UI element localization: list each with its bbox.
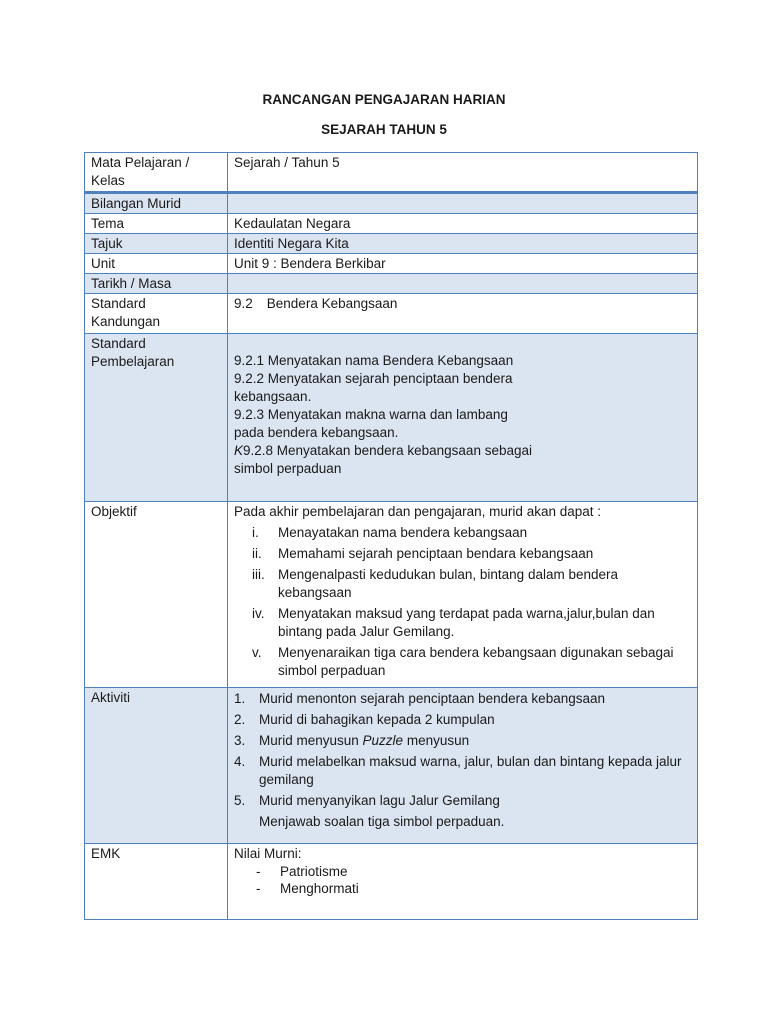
sp-line-1: 9.2.1 Menyatakan nama Bendera Kebangsaan [234, 353, 514, 368]
list-text: Murid menyanyikan lagu Jalur Gemilang [259, 793, 500, 808]
label-standard-kandungan-line1: Standard [91, 296, 146, 311]
value-standard-kandungan [228, 294, 698, 334]
list-item [234, 753, 691, 789]
list-item [234, 880, 691, 897]
sp-line-6-text: 9.2.8 Menyatakan bendera kebangsaan sebagai [243, 443, 532, 458]
value-tajuk: Identiti Negara Kita [228, 234, 698, 254]
label-standard-pembelajaran-line2: Pembelajaran [91, 354, 175, 369]
label-unit: Unit [85, 254, 228, 274]
label-standard-pembelajaran-line1: Standard [91, 336, 146, 351]
value-emk [228, 844, 698, 920]
sp-line-3: kebangsaan. [234, 389, 312, 404]
value-tema: Kedaulatan Negara [228, 214, 698, 234]
row-standard-kandungan [85, 294, 698, 334]
label-standard-pembelajaran [85, 334, 228, 502]
sp-line-6-prefix: K [234, 443, 244, 458]
list-item [234, 605, 691, 641]
list-marker: 4. [234, 754, 246, 769]
list-text: Menayatakan nama bendera kebangsaan [278, 525, 528, 540]
value-objektif [228, 502, 698, 688]
sp-line-6 [234, 442, 691, 460]
objektif-list [234, 524, 691, 680]
sp-line-5: pada bendera kebangsaan. [234, 425, 399, 440]
row-tema [85, 214, 698, 234]
value-mata-pelajaran: Sejarah / Tahun 5 [228, 153, 698, 193]
standard-kandungan-text: Bendera Kebangsaan [266, 296, 398, 311]
list-item [234, 863, 691, 880]
list-text: Murid menyusun Puzzle menyusun [259, 733, 470, 748]
document-subtitle: SEJARAH TAHUN 5 [321, 122, 447, 137]
list-text: Mengenalpasti kedudukan bulan, bintang dalam bendera kebangsaan [278, 567, 619, 600]
label-tajuk: Tajuk [85, 234, 228, 254]
list-item [234, 792, 691, 810]
label-tema: Tema [85, 214, 228, 234]
aktiviti-list [234, 690, 691, 810]
list-item [234, 711, 691, 729]
list-marker: iii. [252, 567, 265, 582]
list-text: Murid menonton sejarah penciptaan bendera kebangsaan [259, 691, 605, 706]
list-item [234, 566, 691, 602]
emk-list [234, 863, 691, 897]
row-aktiviti [85, 688, 698, 844]
list-marker: - [256, 881, 261, 896]
list-item [234, 690, 691, 708]
list-marker: i. [252, 525, 259, 540]
list-item [234, 545, 691, 563]
objektif-intro: Pada akhir pembelajaran dan pengajaran, murid akan dapat : [234, 504, 601, 519]
list-marker: ii. [252, 546, 262, 561]
row-tajuk [85, 234, 698, 254]
lesson-plan-table [84, 152, 698, 920]
list-text: Murid di bahagikan kepada 2 kumpulan [259, 712, 495, 727]
label-aktiviti: Aktiviti [85, 688, 228, 844]
value-aktiviti [228, 688, 698, 844]
list-text: Murid melabelkan maksud warna, jalur, bulan dan bintang kepada jalur gemilang [259, 754, 682, 787]
list-item [234, 524, 691, 542]
emk-heading: Nilai Murni: [234, 846, 302, 861]
sp-line-2: 9.2.2 Menyatakan sejarah penciptaan bendera [234, 371, 513, 386]
list-marker: iv. [252, 606, 265, 621]
label-standard-kandungan [85, 294, 228, 334]
sp-line-7: simbol perpaduan [234, 461, 342, 476]
list-text: Menghormati [280, 881, 359, 896]
row-standard-pembelajaran [85, 334, 698, 502]
standard-kandungan-code: 9.2 [234, 296, 253, 311]
row-bilangan-murid [85, 193, 698, 214]
list-item [234, 644, 691, 680]
list-text: Patriotisme [280, 864, 348, 879]
label-standard-kandungan-line2: Kandungan [91, 314, 161, 329]
row-tarikh [85, 274, 698, 294]
label-mata-pelajaran: Mata Pelajaran / Kelas [85, 153, 228, 193]
value-tarikh [228, 274, 698, 294]
value-bilangan-murid [228, 193, 698, 214]
list-marker: 1. [234, 691, 246, 706]
label-emk: EMK [85, 844, 228, 920]
list-text: Memahami sejarah penciptaan bendara kebangsaan [278, 546, 594, 561]
list-item [234, 732, 691, 750]
label-objektif: Objektif [85, 502, 228, 688]
label-tarikh: Tarikh / Masa [85, 274, 228, 294]
label-bilangan-murid: Bilangan Murid [85, 193, 228, 214]
list-marker: v. [252, 645, 262, 660]
row-mata-pelajaran [85, 153, 698, 193]
list-marker: 2. [234, 712, 246, 727]
row-emk [85, 844, 698, 920]
list-marker: - [256, 864, 261, 879]
value-unit: Unit 9 : Bendera Berkibar [228, 254, 698, 274]
value-standard-pembelajaran [228, 334, 698, 502]
row-unit [85, 254, 698, 274]
row-objektif [85, 502, 698, 688]
list-marker: 5. [234, 793, 246, 808]
aktiviti-extra-line: Menjawab soalan tiga simbol perpaduan. [259, 814, 505, 829]
list-text: Menyenaraikan tiga cara bendera kebangsaan digunakan sebagai simbol perpaduan [278, 645, 674, 678]
list-text: Menyatakan maksud yang terdapat pada warna,jalur,bulan dan bintang pada Jalur Gemilang. [278, 606, 655, 639]
sp-line-4: 9.2.3 Menyatakan makna warna dan lambang [234, 407, 508, 422]
document-title: RANCANGAN PENGAJARAN HARIAN [262, 92, 506, 107]
list-marker: 3. [234, 733, 246, 748]
